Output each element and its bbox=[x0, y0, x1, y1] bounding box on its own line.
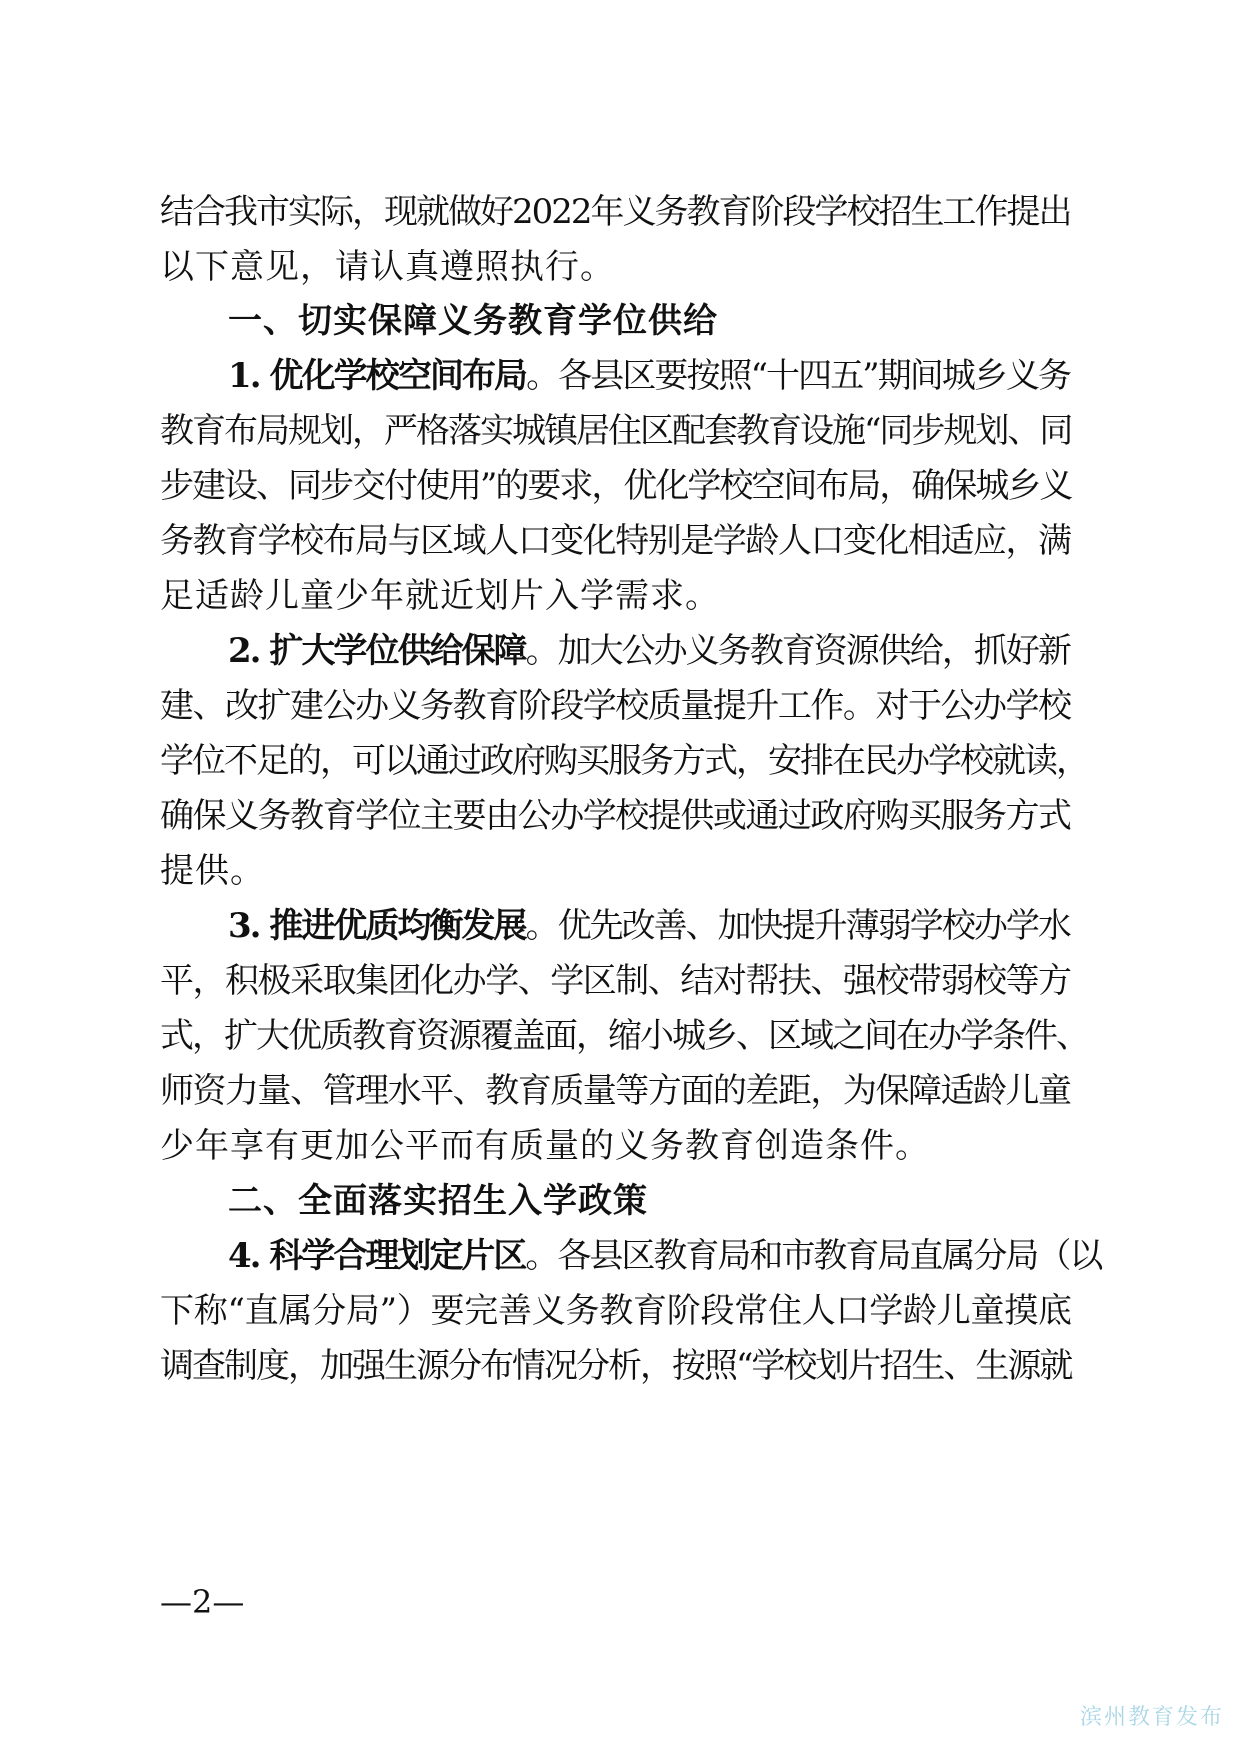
line-text: 师资力量、管理水平、教育质量等方面的差距，为保障适龄儿童 bbox=[160, 1071, 1071, 1111]
section2-heading bbox=[228, 1179, 648, 1223]
intro-l2 bbox=[160, 245, 615, 289]
line-text: 调查制度，加强生源分布情况分析，按照“学校划片招生、生源就 bbox=[160, 1346, 1072, 1386]
line-text: 足适龄儿童少年就近划片入学需求。 bbox=[160, 576, 720, 616]
item1-l4 bbox=[160, 519, 1071, 563]
item2-l5 bbox=[160, 849, 265, 893]
line-text: 下称“直属分局”）要完善义务教育阶段常住人口学龄儿童摸底 bbox=[160, 1291, 1072, 1331]
line-text: 提供。 bbox=[160, 851, 265, 891]
item2-l4 bbox=[160, 794, 1071, 838]
item2-l3 bbox=[160, 739, 1088, 783]
line-text: 务教育学校布局与区域人口变化特别是学龄人口变化相适应，满 bbox=[160, 521, 1071, 561]
page-number: —2— bbox=[160, 1583, 245, 1621]
line-text: 步建设、同步交付使用”的要求，优化学校空间布局，确保城乡义 bbox=[160, 466, 1072, 506]
item4-l1 bbox=[228, 1234, 1101, 1278]
item-title: 3. 推进优质均衡发展 bbox=[228, 906, 526, 946]
item1-l1 bbox=[228, 354, 1070, 398]
line-text: 以下意见，请认真遵照执行。 bbox=[160, 247, 615, 287]
line-text: 。优先改善、加快提升薄弱学校办学水 bbox=[525, 906, 1070, 946]
item-title: 4. 科学合理划定片区 bbox=[228, 1236, 526, 1276]
line-text: 结合我市实际，现就做好2022年义务教育阶段学校招生工作提出 bbox=[160, 192, 1071, 232]
line-text: 学位不足的，可以通过政府购买服务方式，安排在民办学校就读， bbox=[160, 741, 1088, 781]
line-text: 教育布局规划，严格落实城镇居住区配套教育设施“同步规划、同 bbox=[160, 411, 1072, 451]
item3-l4 bbox=[160, 1069, 1071, 1113]
item1-l3 bbox=[160, 464, 1071, 508]
line-text: 确保义务教育学位主要由公办学校提供或通过政府购买服务方式 bbox=[160, 796, 1071, 836]
item3-l3 bbox=[160, 1014, 1088, 1058]
item2-l1 bbox=[228, 629, 1070, 673]
item-title: 2. 扩大学位供给保障 bbox=[228, 631, 526, 671]
line-text: 式，扩大优质教育资源覆盖面，缩小城乡、区域之间在办学条件、 bbox=[160, 1016, 1088, 1056]
line-text: 一、切实保障义务教育学位供给 bbox=[228, 301, 718, 341]
item4-l3 bbox=[160, 1344, 1071, 1388]
watermark-logo: 滨州教育发布 bbox=[1080, 1705, 1225, 1730]
line-text: 少年享有更加公平而有质量的义务教育创造条件。 bbox=[160, 1126, 930, 1166]
item1-l2 bbox=[160, 409, 1071, 453]
item3-l2 bbox=[160, 959, 1071, 1003]
item3-l1 bbox=[228, 904, 1070, 948]
line-text: 平，积极采取集团化办学、学区制、结对帮扶、强校带弱校等方 bbox=[160, 961, 1071, 1001]
item2-l2 bbox=[160, 684, 1071, 728]
line-text: 。各县区要按照“十四五”期间城乡义务 bbox=[526, 356, 1071, 396]
section1-heading bbox=[228, 299, 718, 343]
intro-l1 bbox=[160, 190, 1071, 234]
line-text: 。各县区教育局和市教育局直属分局（以 bbox=[525, 1236, 1102, 1276]
item4-l2 bbox=[160, 1289, 1072, 1333]
item3-l5 bbox=[160, 1124, 930, 1168]
item1-l5 bbox=[160, 574, 720, 618]
line-text: 。加大公办义务教育资源供给，抓好新 bbox=[525, 631, 1070, 671]
line-text: 建、改扩建公办义务教育阶段学校质量提升工作。对于公办学校 bbox=[160, 686, 1071, 726]
line-text: 二、全面落实招生入学政策 bbox=[228, 1181, 648, 1221]
item-title: 1. 优化学校空间布局 bbox=[228, 356, 527, 396]
